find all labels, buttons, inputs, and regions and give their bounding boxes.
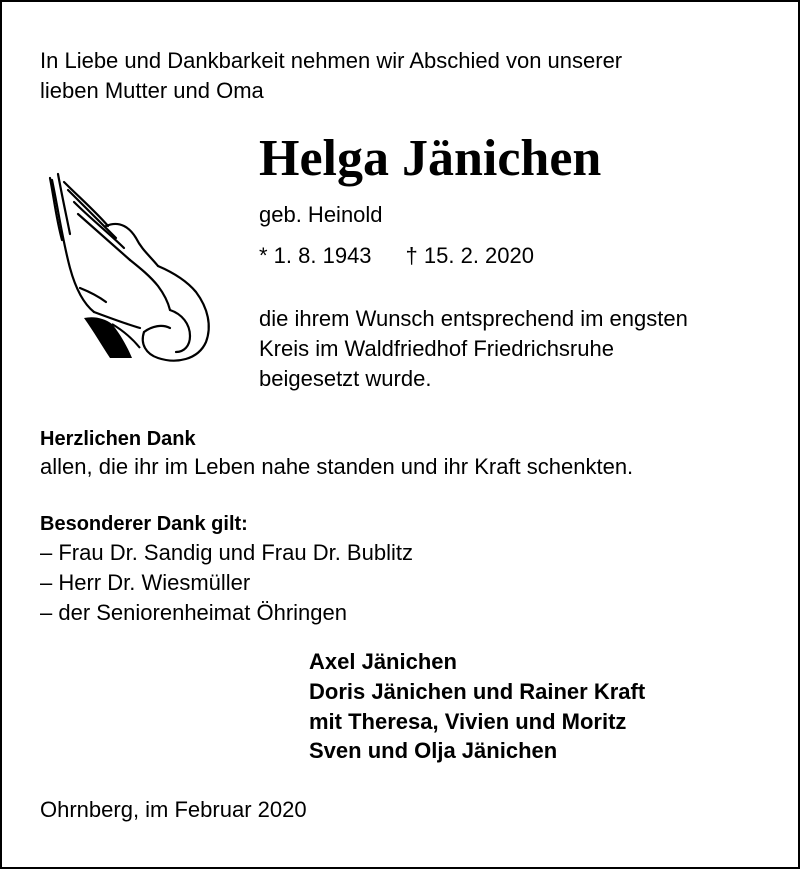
death-date: † 15. 2. 2020 bbox=[405, 243, 534, 268]
intro-line-2: lieben Mutter und Oma bbox=[40, 78, 264, 103]
life-dates bbox=[259, 241, 534, 271]
burial-line-3: beigesetzt wurde. bbox=[259, 366, 432, 391]
special-thanks-item: – Herr Dr. Wiesmüller bbox=[40, 570, 251, 595]
special-thanks-item: – der Seniorenheimat Öhringen bbox=[40, 600, 347, 625]
deceased-name: Helga Jänichen bbox=[259, 130, 602, 187]
special-thanks-heading: Besonderer Dank gilt: bbox=[40, 513, 248, 535]
place-date: Ohrnberg, im Februar 2020 bbox=[40, 797, 307, 822]
signatory: mit Theresa, Vivien und Moritz bbox=[309, 709, 627, 734]
thanks-heading: Herzlichen Dank bbox=[40, 428, 196, 450]
birth-name: geb. Heinold bbox=[259, 202, 383, 227]
signatory: Sven und Olja Jänichen bbox=[309, 738, 558, 763]
thanks-text: allen, die ihr im Leben nahe standen und ihr Kraft schenkten. bbox=[40, 454, 634, 479]
signatory: Axel Jänichen bbox=[309, 649, 457, 674]
intro-text bbox=[40, 46, 622, 106]
burial-text bbox=[259, 304, 688, 394]
praying-hands-icon bbox=[40, 168, 218, 366]
burial-line-1: die ihrem Wunsch entsprechend im engsten bbox=[259, 306, 688, 331]
intro-line-1: In Liebe und Dankbarkeit nehmen wir Abschied von unserer bbox=[40, 48, 623, 73]
birth-date: * 1. 8. 1943 bbox=[259, 243, 372, 268]
burial-line-2: Kreis im Waldfriedhof Friedrichsruhe bbox=[259, 336, 614, 361]
special-thanks-item: – Frau Dr. Sandig und Frau Dr. Bublitz bbox=[40, 540, 413, 565]
signatory: Doris Jänichen und Rainer Kraft bbox=[309, 679, 646, 704]
